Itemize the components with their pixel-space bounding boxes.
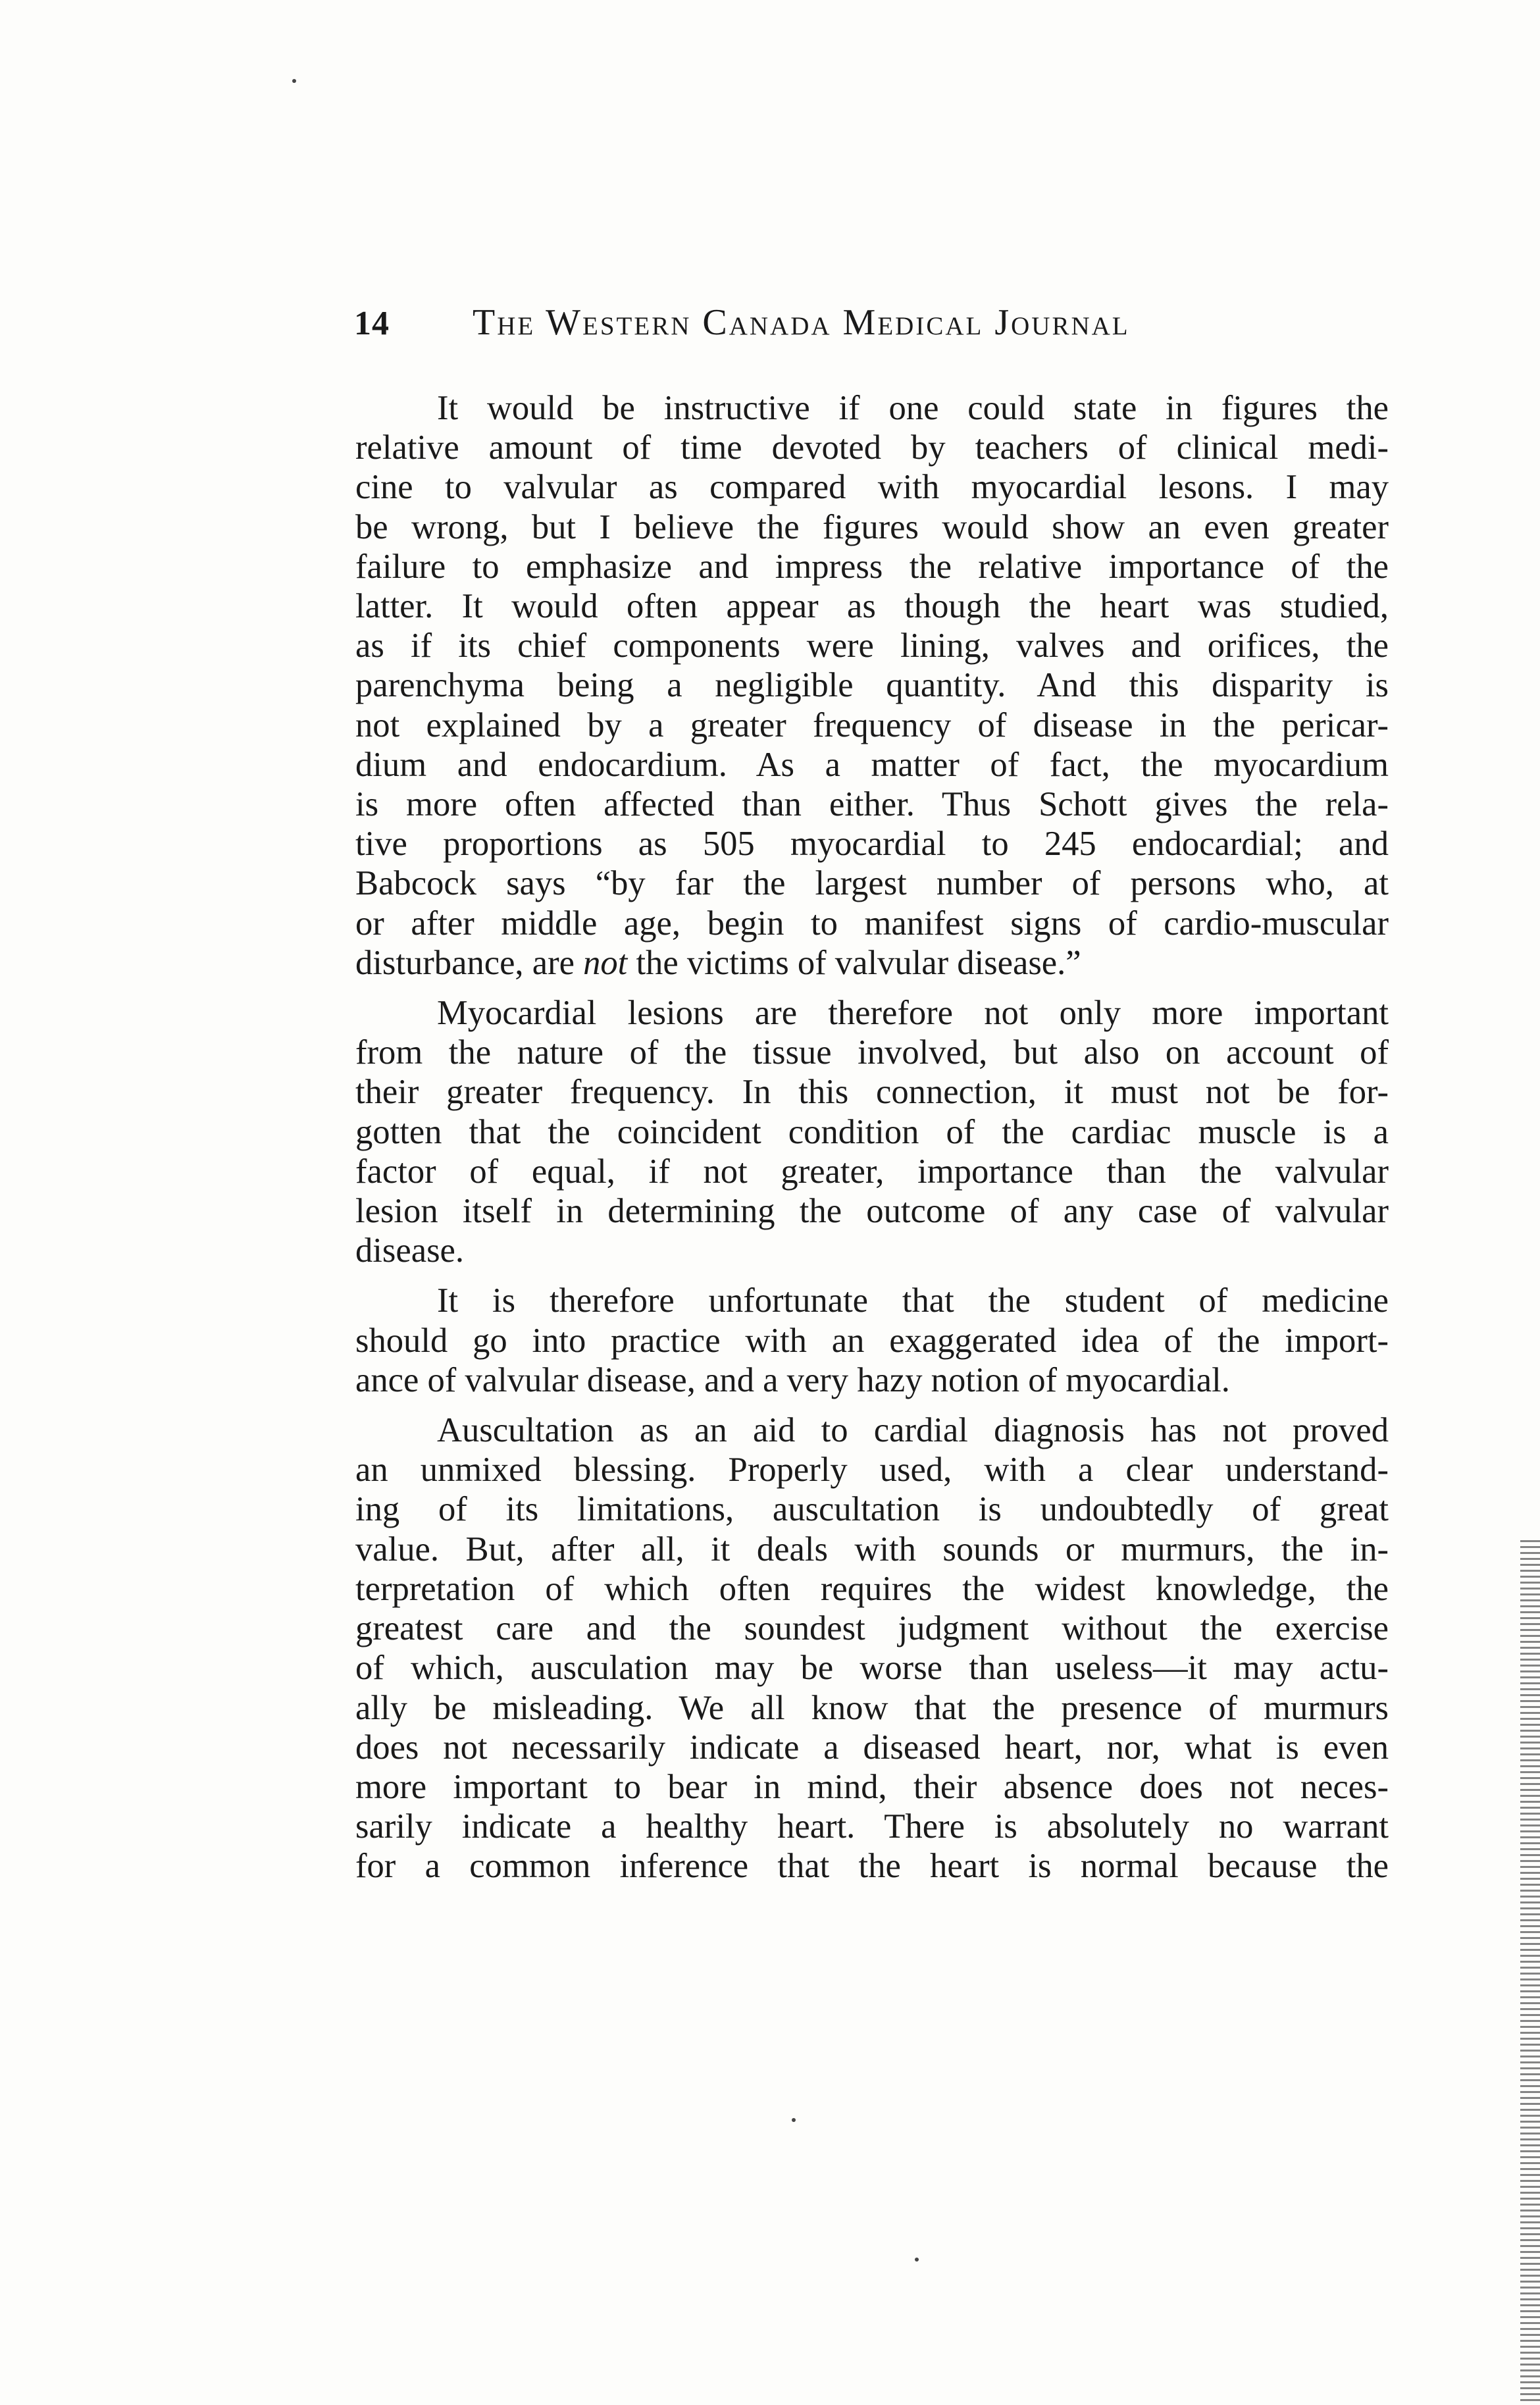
speck-mark: [292, 79, 296, 83]
text-line: be wrong, but I believe the figures would show an even greater: [355, 507, 1389, 546]
text-line: ance of valvular disease, and a very hazy notion of myocardial.: [355, 1360, 1230, 1399]
text-line: dium and endocardium. As a matter of fact, the myocardium: [355, 745, 1389, 784]
text-line: does not necessarily indicate a diseased heart, nor, what is even: [355, 1728, 1389, 1767]
scan-edge-noise: [1520, 1540, 1540, 2402]
text-line: terpretation of which often requires the widest knowledge, the: [355, 1569, 1389, 1608]
text-line: of which, ausculation may be worse than useless—it may actu-: [355, 1649, 1389, 1688]
text-line: relative amount of time devoted by teachers of clinical medi-: [355, 428, 1389, 467]
text-line: greatest care and the soundest judgment without the exercise: [355, 1609, 1389, 1648]
text-line: disease.: [355, 1231, 465, 1270]
running-head: [354, 301, 1289, 348]
text-line: latter. It would often appear as though the heart was studied,: [355, 587, 1389, 626]
text-line: factor of equal, if not greater, importance than the valvular: [355, 1152, 1389, 1191]
text-line: gotten that the coincident condition of the cardiac muscle is a: [355, 1112, 1389, 1151]
text-line: as if its chief components were lining, valves and orifices, the: [355, 627, 1389, 665]
text-line: parenchyma being a negligible quantity. And this disparity is: [355, 666, 1389, 705]
text-line: It is therefore unfortunate that the student of medicine: [437, 1281, 1389, 1320]
text-line: tive proportions as 505 myocardial to 245 endocardial; and: [355, 825, 1389, 864]
text-line: cine to valvular as compared with myocardial lesons. I may: [355, 468, 1389, 507]
paragraph-3: [355, 1281, 1389, 1400]
text-line: It would be instructive if one could state in figures the: [437, 389, 1389, 427]
text-line: an unmixed blessing. Properly used, with a clear understand-: [355, 1451, 1389, 1489]
body-text: [355, 388, 1389, 1897]
text-line: failure to emphasize and impress the relative importance of the: [355, 547, 1389, 586]
text-line: from the nature of the tissue involved, but also on account of: [355, 1033, 1389, 1072]
text-line: Myocardial lesions are therefore not only more important: [437, 994, 1389, 1033]
text-line: should go into practice with an exaggerated idea of the import-: [355, 1321, 1389, 1360]
speck-mark: [915, 2258, 919, 2262]
text-line: Babcock says “by far the largest number of persons who, at: [355, 864, 1389, 903]
paragraph-1: [355, 388, 1389, 983]
text-line: is more often affected than either. Thus Schott gives the rela-: [355, 785, 1389, 824]
text-line: value. But, after all, it deals with sounds or murmurs, the in-: [355, 1530, 1389, 1568]
text-line: Auscultation as an aid to cardial diagnosis has not proved: [437, 1411, 1389, 1450]
text-line: more important to bear in mind, their absence does not neces-: [355, 1767, 1389, 1806]
text-line: sarily indicate a healthy heart. There is absolutely no warrant: [355, 1807, 1389, 1846]
text-line: not explained by a greater frequency of disease in the pericar-: [355, 706, 1389, 744]
journal-title: The Western Canada Medical Journal: [473, 302, 1130, 343]
text-line: lesion itself in determining the outcome of any case of valvular: [355, 1192, 1389, 1231]
paragraph-2: [355, 993, 1389, 1270]
text-line: their greater frequency. In this connection, it must not be for-: [355, 1073, 1389, 1112]
paragraph-4: [355, 1410, 1389, 1886]
text-line: ally be misleading. We all know that the presence of murmurs: [355, 1688, 1389, 1727]
speck-mark: [792, 2118, 796, 2122]
text-line: for a common inference that the heart is normal because the: [355, 1847, 1389, 1886]
text-line: ing of its limitations, auscultation is undoubtedly of great: [355, 1490, 1389, 1529]
page-number: 14: [354, 305, 390, 342]
text-line: disturbance, are not the victims of valvular disease.”: [355, 943, 1081, 982]
text-line: or after middle age, begin to manifest signs of cardio-muscular: [355, 904, 1389, 943]
